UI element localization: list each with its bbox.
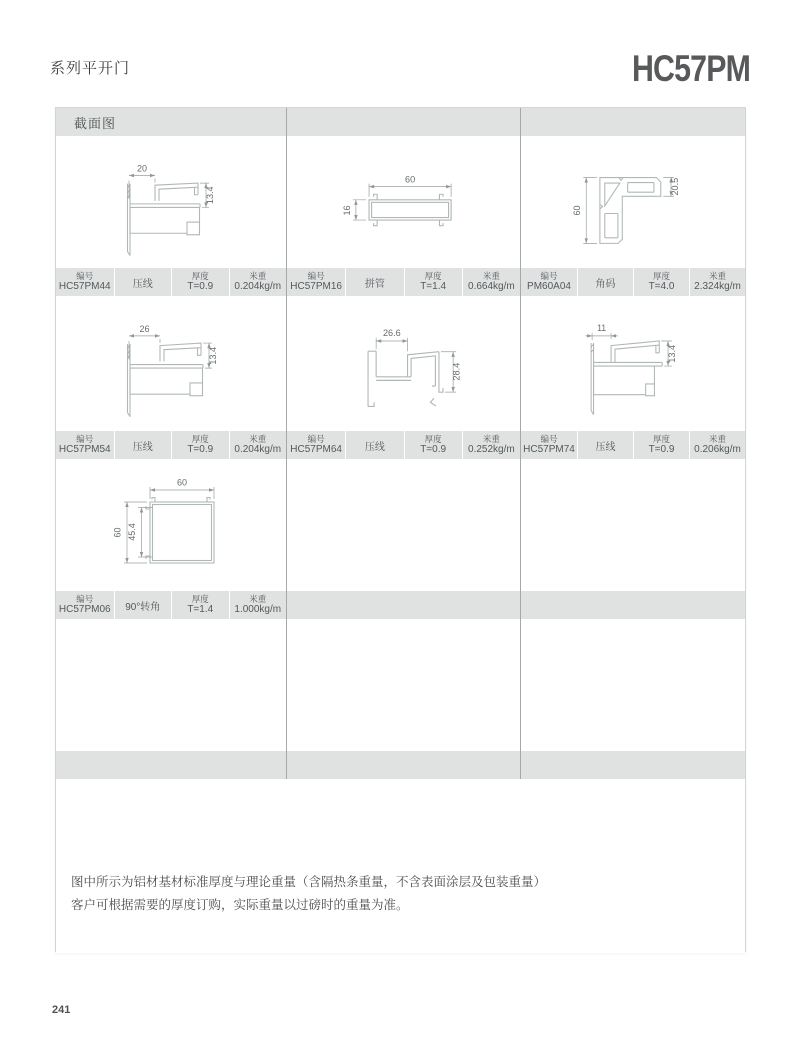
section-sheet: [55, 107, 746, 952]
dim-width: 60: [176, 477, 188, 488]
info-bar-1: [56, 268, 745, 296]
code-label: 编号: [76, 594, 94, 604]
dim-height: 60: [572, 205, 582, 216]
dim-height: 16: [341, 205, 352, 216]
dim-arm: 20.5: [669, 177, 680, 196]
profile-weight: 0.252kg/m: [468, 444, 515, 455]
dim-height: 60: [112, 527, 123, 538]
profile-drawing-hc57pm64: [287, 296, 520, 431]
profile-weight: 2.324kg/m: [694, 281, 741, 292]
dim-width: 60: [405, 174, 416, 185]
dim-height: 13.4: [667, 344, 677, 363]
info-hc57pm06: [56, 591, 286, 619]
profile-weight: 1.000kg/m: [234, 604, 282, 615]
info-bar-4: [56, 751, 745, 779]
profile-drawing-hc57pm06: [56, 459, 286, 591]
thickness-label: 厚度: [652, 434, 670, 444]
drawing-row-3: [56, 459, 745, 591]
profile-category: 压线: [595, 441, 616, 453]
profile-thickness: T=1.4: [187, 604, 214, 615]
page-title: HC57PM: [631, 48, 750, 89]
info-hc57pm64: [286, 431, 520, 459]
info-bar-3: [56, 591, 745, 619]
profile-category: 压线: [364, 441, 385, 453]
profile-code: HC57PM44: [58, 281, 111, 292]
drawing-row-1: [56, 136, 745, 268]
profile-code: HC57PM64: [290, 444, 342, 455]
thickness-label: 厚度: [191, 434, 209, 444]
dim-inner: 45.4: [127, 523, 137, 541]
dim-height: 13.4: [208, 346, 218, 365]
code-label: 编号: [540, 434, 558, 444]
profile-category: 角码: [595, 278, 616, 290]
info-hc57pm44: [56, 268, 286, 296]
weight-label: 米重: [482, 434, 500, 444]
info-pm60a04: [520, 268, 745, 296]
profile-code: HC57PM74: [523, 444, 575, 455]
profile-thickness: T=4.0: [648, 281, 675, 292]
profile-category: 压线: [132, 278, 153, 290]
profile-category: 90°转角: [125, 601, 161, 613]
profile-category: 拼管: [364, 278, 385, 290]
profile-category: 压线: [132, 441, 153, 453]
profile-thickness: T=0.9: [187, 281, 214, 292]
profile-weight: 0.204kg/m: [234, 444, 282, 455]
dim-height: 28.4: [451, 362, 462, 381]
info-bar-2: [56, 431, 745, 459]
dim-width: 11: [597, 322, 607, 333]
code-label: 编号: [76, 434, 94, 444]
section-header-bar: [56, 108, 745, 136]
dim-width: 26: [139, 323, 150, 334]
weight-label: 米重: [249, 271, 267, 281]
weight-label: 米重: [482, 271, 500, 281]
weight-label: 米重: [249, 594, 267, 604]
series-label: 系列平开门: [50, 60, 131, 77]
profile-drawing-hc57pm74: [521, 296, 745, 431]
profile-code: HC57PM54: [58, 444, 111, 455]
profile-thickness: T=1.4: [420, 281, 447, 292]
note-line-2: 客户可根据需要的厚度订购，实际重量以过磅时的重量为准。: [71, 898, 409, 912]
info-hc57pm16: [286, 268, 520, 296]
profile-weight: 0.206kg/m: [694, 444, 741, 455]
weight-label: 米重: [708, 434, 726, 444]
code-label: 编号: [307, 271, 325, 281]
info-hc57pm54: [56, 431, 286, 459]
note-area: [56, 779, 745, 953]
section-title: 截面图: [74, 115, 117, 131]
profile-weight: 0.204kg/m: [234, 281, 282, 292]
profile-thickness: T=0.9: [187, 444, 214, 455]
profile-code: HC57PM06: [58, 604, 111, 615]
info-hc57pm74: [520, 431, 745, 459]
profile-thickness: T=0.9: [420, 444, 447, 455]
weight-label: 米重: [249, 434, 267, 444]
thickness-label: 厚度: [424, 271, 442, 281]
page-number: 241: [52, 1004, 71, 1016]
profile-code: PM60A04: [527, 281, 571, 292]
profile-code: HC57PM16: [290, 281, 342, 292]
profile-drawing-hc57pm16: [287, 136, 520, 270]
note-line-1: 图中所示为铝材基材标准厚度与理论重量（含隔热条重量，不含表面涂层及包装重量）: [71, 875, 547, 889]
code-label: 编号: [76, 271, 94, 281]
profile-thickness: T=0.9: [648, 444, 675, 455]
weight-label: 米重: [708, 271, 726, 281]
code-label: 编号: [540, 271, 558, 281]
thickness-label: 厚度: [424, 434, 442, 444]
profile-drawing-hc57pm54: [56, 296, 286, 431]
dim-width: 26.6: [382, 327, 401, 338]
thickness-label: 厚度: [191, 594, 209, 604]
profile-drawing-pm60a04: [521, 136, 745, 270]
dim-width: 20: [136, 163, 148, 174]
thickness-label: 厚度: [191, 271, 209, 281]
profile-weight: 0.664kg/m: [468, 281, 515, 292]
profile-drawing-hc57pm44: [56, 136, 286, 270]
thickness-label: 厚度: [652, 271, 670, 281]
code-label: 编号: [307, 434, 325, 444]
drawing-row-4: [56, 619, 745, 751]
dim-height: 13.4: [205, 186, 215, 205]
drawing-row-2: [56, 296, 745, 431]
